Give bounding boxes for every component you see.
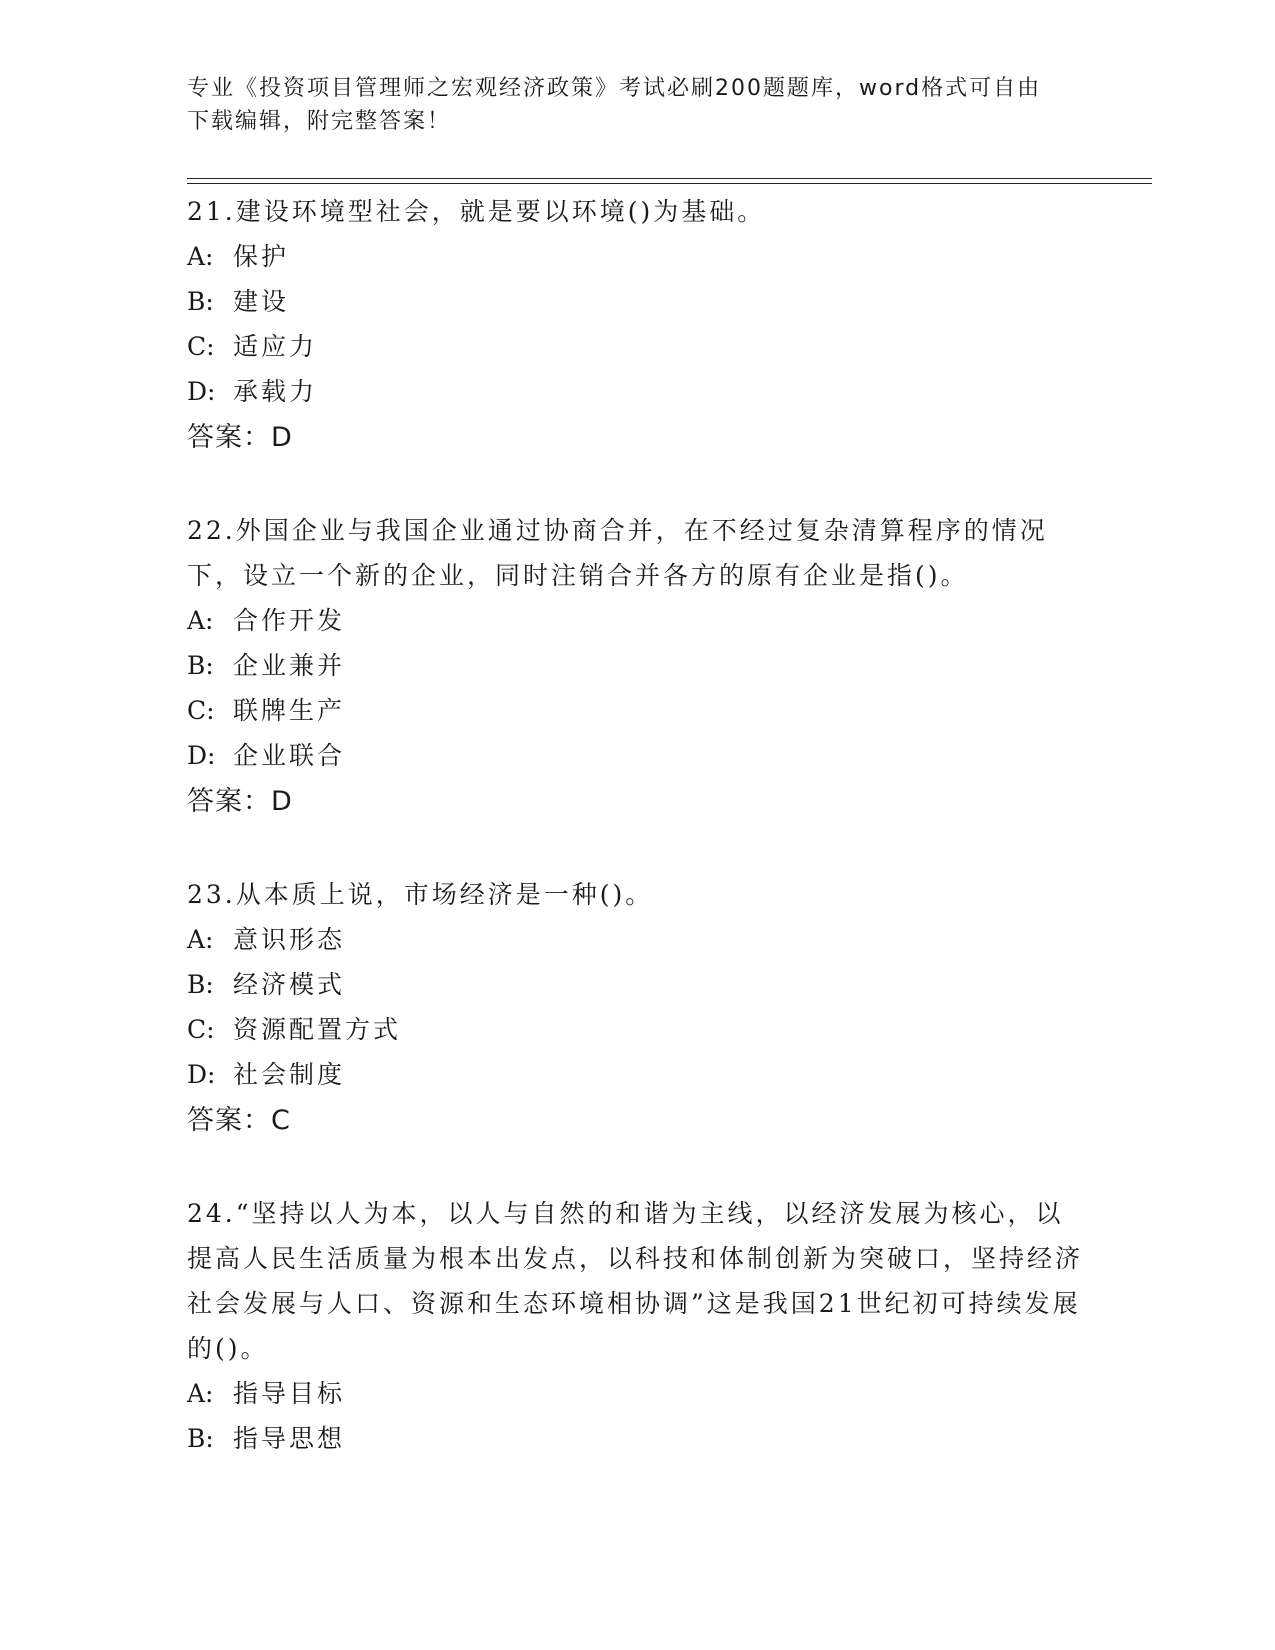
option-text: 保护 xyxy=(233,242,290,271)
answer-label: 答案：D xyxy=(187,422,293,453)
option-c xyxy=(187,1007,1087,1052)
answer-label: 答案：C xyxy=(187,1105,291,1136)
option-letter: B: xyxy=(187,287,214,316)
option-letter: A: xyxy=(187,925,214,954)
option-letter: B: xyxy=(187,970,214,999)
option-letter: D: xyxy=(187,1060,216,1089)
question-21 xyxy=(187,189,1087,461)
option-c xyxy=(187,324,1087,369)
option-text: 指导思想 xyxy=(233,1424,346,1453)
option-text: 企业联合 xyxy=(233,741,346,770)
header-line-1: 专业《投资项目管理师之宏观经济政策》考试必刷200题题库，word格式可自由 xyxy=(187,76,1042,101)
answer-label: 答案：D xyxy=(187,786,293,817)
option-letter: D: xyxy=(187,741,216,770)
option-letter: C: xyxy=(187,1015,215,1044)
question-text: 21.建设环境型社会，就是要以环境()为基础。 xyxy=(187,197,766,226)
option-text: 合作开发 xyxy=(233,606,346,635)
question-text: 23.从本质上说，市场经济是一种()。 xyxy=(187,880,654,909)
option-text: 意识形态 xyxy=(233,925,346,954)
option-a xyxy=(187,234,1087,279)
option-letter: D: xyxy=(187,377,216,406)
option-b xyxy=(187,1416,1087,1461)
option-letter: B: xyxy=(187,1424,214,1453)
question-22 xyxy=(187,508,1087,825)
option-text: 承载力 xyxy=(233,377,318,406)
option-text: 资源配置方式 xyxy=(233,1015,402,1044)
question-text: 22.外国企业与我国企业通过协商合并，在不经过复杂清算程序的情况下，设立一个新的企业，同时注销合并各方的原有企业是指()。 xyxy=(187,516,1048,590)
header-line-2: 下载编辑，附完整答案！ xyxy=(187,109,452,134)
question-text: 24.“坚持以人为本，以人与自然的和谐为主线，以经济发展为核心，以提高人民生活质量为根本出发点，以科技和体制创新为突破口，坚持经济社会发展与人口、资源和生态环境相协调”这是我国21世纪初可持续发展的()。 xyxy=(187,1199,1084,1363)
option-letter: C: xyxy=(187,332,215,361)
question-list xyxy=(187,189,1087,1508)
option-letter: A: xyxy=(187,606,214,635)
option-d xyxy=(187,369,1087,414)
option-text: 建设 xyxy=(233,287,290,316)
option-b xyxy=(187,279,1087,324)
option-text: 经济模式 xyxy=(233,970,346,999)
option-b xyxy=(187,962,1087,1007)
option-letter: B: xyxy=(187,651,214,680)
header-divider-top xyxy=(187,178,1152,179)
option-text: 联牌生产 xyxy=(233,696,346,725)
option-d xyxy=(187,733,1087,778)
option-d xyxy=(187,1052,1087,1097)
option-text: 指导目标 xyxy=(233,1379,346,1408)
option-text: 企业兼并 xyxy=(233,651,346,680)
option-a xyxy=(187,1371,1087,1416)
option-c xyxy=(187,688,1087,733)
header-divider-bottom xyxy=(187,183,1152,184)
option-letter: A: xyxy=(187,242,214,271)
option-b xyxy=(187,643,1087,688)
question-24 xyxy=(187,1191,1087,1461)
question-23 xyxy=(187,872,1087,1144)
option-letter: C: xyxy=(187,696,215,725)
option-a xyxy=(187,917,1087,962)
option-text: 适应力 xyxy=(233,332,318,361)
option-letter: A: xyxy=(187,1379,214,1408)
document-header xyxy=(187,72,1067,138)
option-a xyxy=(187,598,1087,643)
option-text: 社会制度 xyxy=(233,1060,346,1089)
